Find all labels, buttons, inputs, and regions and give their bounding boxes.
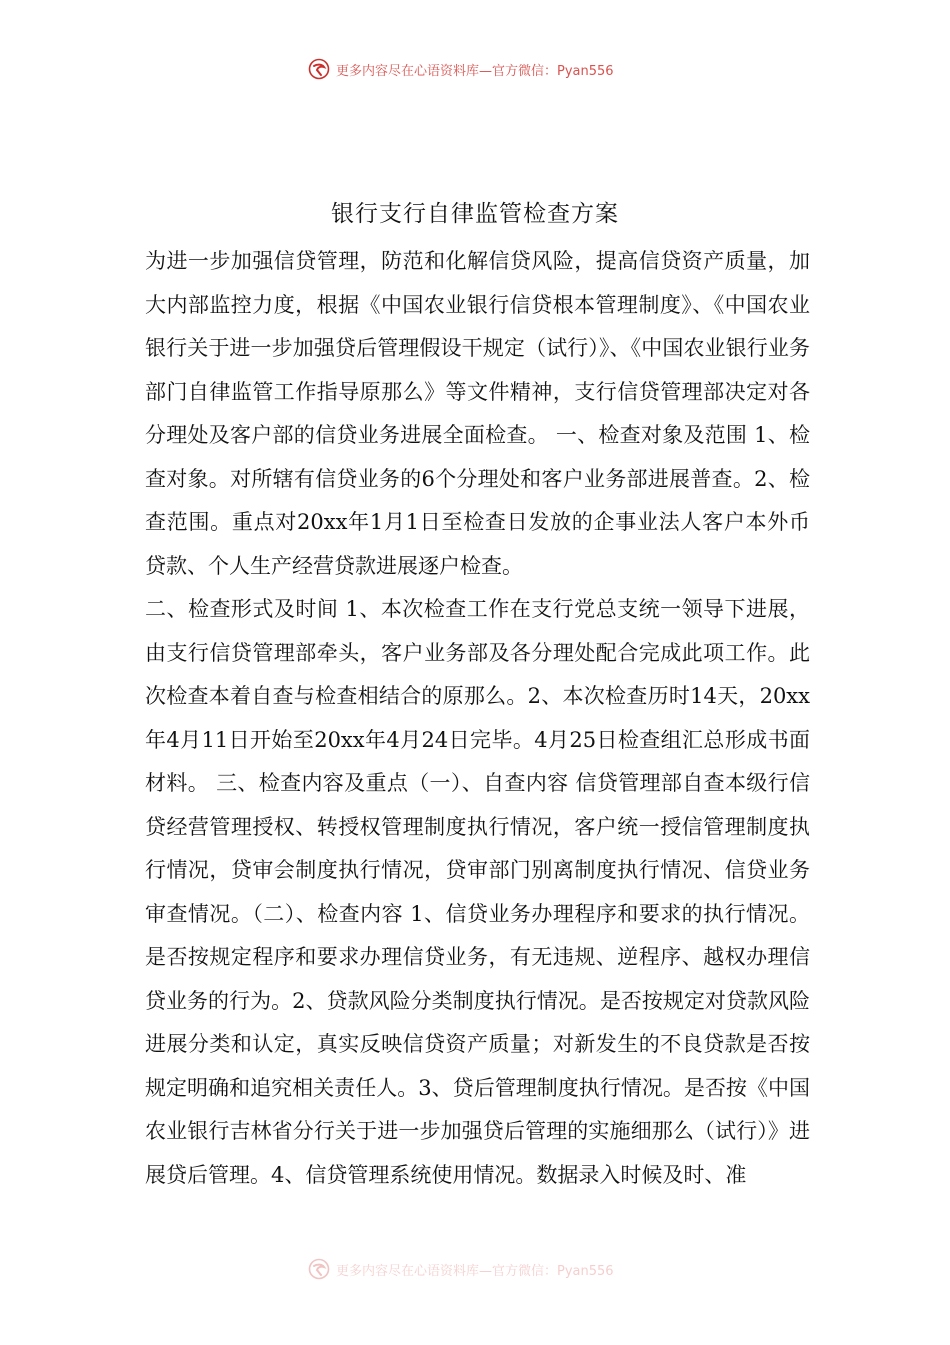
watermark-text: 更多内容尽在心语资料库—官方微信：Pyan556	[336, 1263, 614, 1279]
brand-logo-icon	[308, 58, 330, 80]
watermark-logo-icon	[308, 1258, 330, 1280]
document-title: 银行支行自律监管检查方案	[331, 201, 619, 227]
body-paragraph: 二、检查形式及时间 1、本次检查工作在支行党总支统一领导下进展，由支行信贷管理部牵头，客户业务部及各分理处配合完成此项工作。此次检查本着自查与检查相结合的原那么。2、本次检查历时14天，20xx年4月11日开始至20xx年4月24日完毕。4月25日检查组汇总形成书面材料。 三、检查内容及重点（一）、自查内容 信贷管理部自查本级行信贷经营管理授权、转授权管理制度执行情况，客户统一授信管理制度执行情况，贷审会制度执行情况，贷审部门别离制度执行情况、信贷业务审查情况。（二）、检查内容 1、信贷业务办理程序和要求的执行情况。是否按规定程序和要求办理信贷业务，有无违规、逆程序、越权办理信贷业务的行为。2、贷款风险分类制度执行情况。是否按规定对贷款风险进展分类和认定，真实反映信贷资产质量；对新发生的不良贷款是否按规定明确和追究相关责任人。3、贷后管理制度执行情况。是否按《中国农业银行吉林省分行关于进一步加强贷后管理的实施细那么（试行）》进展贷后管理。4、信贷管理系统使用情况。数据录入时候及时、准	[145, 597, 810, 1187]
document-body	[145, 240, 810, 1197]
banner-text: 更多内容尽在心语资料库—官方微信：Pyan556	[336, 63, 614, 79]
header-banner	[308, 56, 614, 82]
footer-watermark	[308, 1256, 614, 1282]
body-paragraph: 为进一步加强信贷管理，防范和化解信贷风险，提高信贷资产质量，加大内部监控力度，根据《中国农业银行信贷根本管理制度》、《中国农业银行关于进一步加强贷后管理假设干规定（试行）》、《中国农业银行业务部门自律监管工作指导原那么》等文件精神，支行信贷管理部决定对各分理处及客户部的信贷业务进展全面检查。 一、检查对象及范围 1、检查对象。对所辖有信贷业务的6个分理处和客户业务部进展普查。2、检查范围。重点对20xx年1月1日至检查日发放的企事业法人客户本外币贷款、个人生产经营贷款进展逐户检查。	[145, 249, 810, 578]
